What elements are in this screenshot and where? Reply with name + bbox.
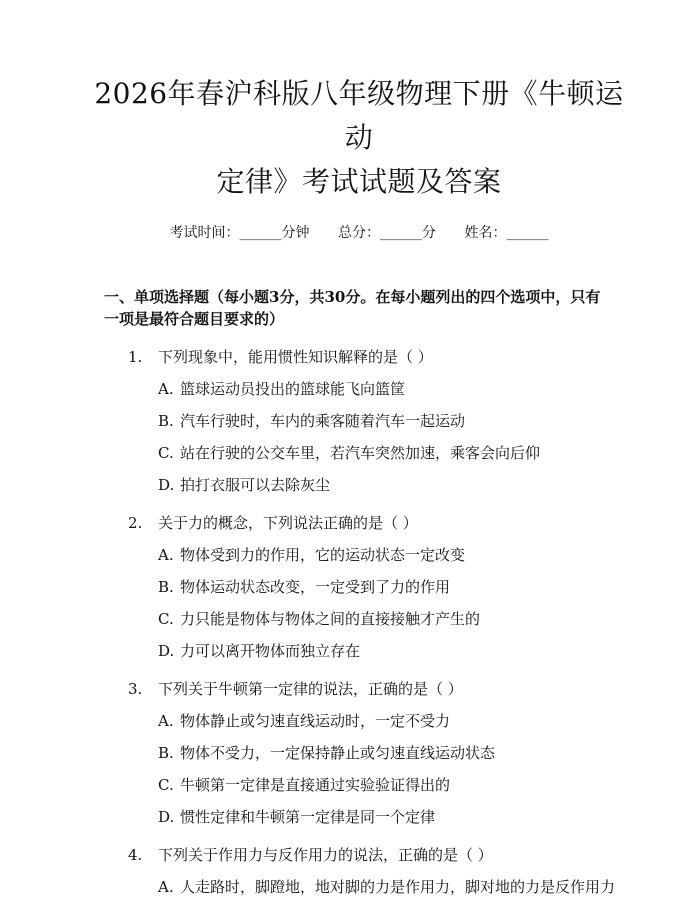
- option-text: 力可以离开物体而独立存在: [180, 642, 361, 660]
- question-number: 2.: [128, 514, 143, 532]
- question-stem: [104, 346, 626, 368]
- option-a: [104, 876, 626, 898]
- student-name: 姓名：______: [464, 225, 549, 241]
- question-4: [104, 844, 626, 898]
- question-text: 下列现象中，能用惯性知识解释的是（ ）: [158, 348, 433, 366]
- option-text: 牛顿第一定律是直接通过实验验证得出的: [180, 776, 451, 794]
- option-letter: D.: [158, 476, 175, 494]
- option-letter: D.: [158, 642, 175, 660]
- option-text: 汽车行驶时，车内的乘客随着汽车一起运动: [180, 412, 466, 430]
- question-number: 4.: [128, 846, 143, 864]
- option-letter: A.: [158, 878, 174, 896]
- title-line-2: 定律》考试试题及答案: [216, 165, 502, 198]
- question-number: 3.: [128, 680, 143, 698]
- question-2: [104, 512, 626, 662]
- option-text: 站在行驶的公交车里，若汽车突然加速，乘客会向后仰: [180, 444, 541, 462]
- option-text: 篮球运动员投出的篮球能飞向篮筐: [180, 380, 406, 398]
- exam-meta: [94, 222, 624, 244]
- exam-time: 考试时间：______分钟: [169, 225, 310, 241]
- question-text: 下列关于牛顿第一定律的说法，正确的是（ ）: [158, 680, 463, 698]
- option-letter: B.: [158, 578, 174, 596]
- question-text: 下列关于作用力与反作用力的说法，正确的是（ ）: [158, 846, 493, 864]
- option-b: [104, 410, 626, 432]
- option-d: [104, 806, 626, 828]
- option-text: 物体不受力，一定保持静止或匀速直线运动状态: [180, 744, 496, 762]
- option-c: [104, 608, 626, 630]
- option-a: [104, 378, 626, 400]
- option-d: [104, 640, 626, 662]
- option-text: 拍打衣服可以去除灰尘: [180, 476, 331, 494]
- option-text: 惯性定律和牛顿第一定律是同一个定律: [180, 808, 436, 826]
- option-letter: A.: [158, 546, 174, 564]
- title-line-1: 2026年春沪科版八年级物理下册《牛顿运动: [94, 77, 624, 154]
- option-a: [104, 544, 626, 566]
- question-list: [104, 346, 626, 898]
- option-letter: B.: [158, 412, 174, 430]
- option-text: 物体运动状态改变，一定受到了力的作用: [180, 578, 451, 596]
- option-letter: C.: [158, 776, 174, 794]
- option-letter: B.: [158, 744, 174, 762]
- document-title: [94, 72, 624, 204]
- option-letter: C.: [158, 610, 174, 628]
- option-c: [104, 442, 626, 464]
- question-3: [104, 678, 626, 828]
- option-a: [104, 710, 626, 732]
- question-1: [104, 346, 626, 496]
- section-heading-single-choice: 一、单项选择题（每小题3分，共30分。在每小题列出的四个选项中，只有一项是最符合题目要求的）: [104, 288, 601, 328]
- option-text: 物体静止或匀速直线运动时，一定不受力: [180, 712, 451, 730]
- option-text: 物体受到力的作用，它的运动状态一定改变: [180, 546, 466, 564]
- option-text: 人走路时，脚蹬地，地对脚的力是作用力，脚对地的力是反作用力: [180, 878, 616, 896]
- question-stem: [104, 678, 626, 700]
- option-letter: A.: [158, 380, 174, 398]
- question-stem: [104, 844, 626, 866]
- option-letter: C.: [158, 444, 174, 462]
- option-b: [104, 576, 626, 598]
- option-c: [104, 774, 626, 796]
- question-stem: [104, 512, 626, 534]
- question-text: 关于力的概念，下列说法正确的是（ ）: [158, 514, 418, 532]
- question-number: 1.: [128, 348, 143, 366]
- option-text: 力只能是物体与物体之间的直接接触才产生的: [180, 610, 481, 628]
- option-letter: D.: [158, 808, 175, 826]
- total-score: 总分：______分: [338, 225, 436, 241]
- option-b: [104, 742, 626, 764]
- option-letter: A.: [158, 712, 174, 730]
- option-d: [104, 474, 626, 496]
